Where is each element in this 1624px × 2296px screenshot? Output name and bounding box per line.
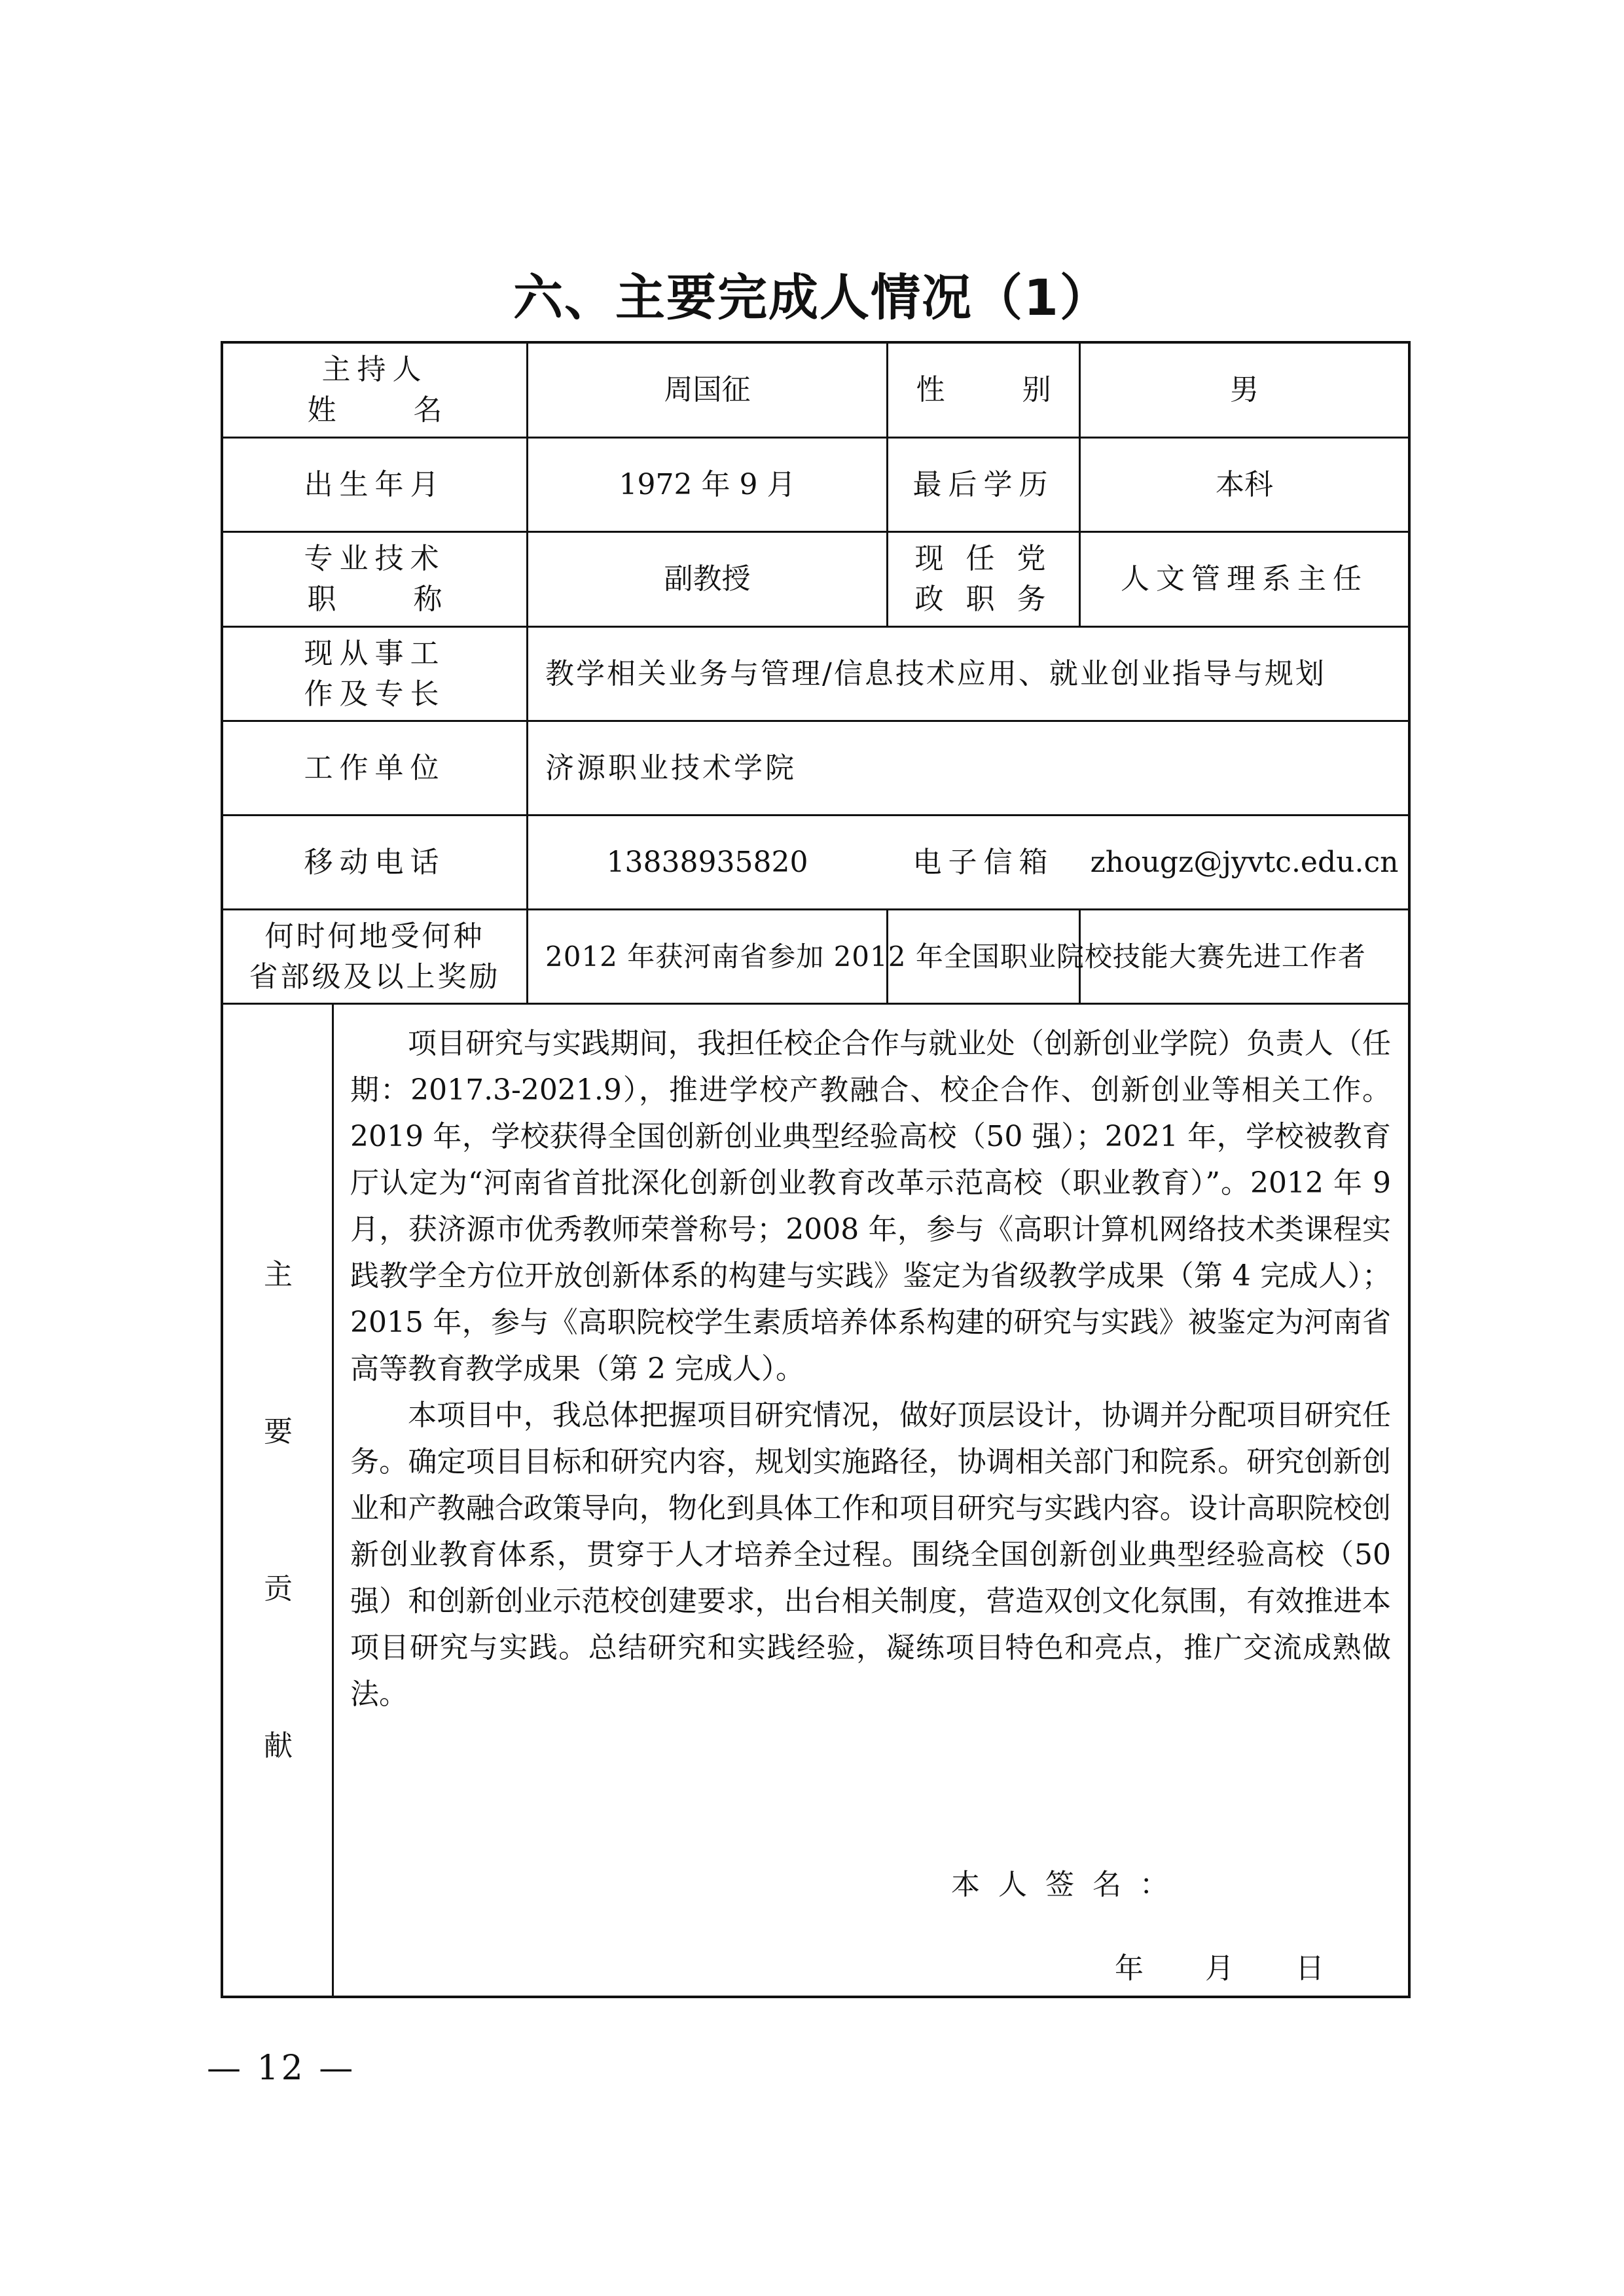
row-divider (223, 1003, 1408, 1005)
host-name-value: 周国征 (664, 373, 751, 406)
education-value: 本科 (1216, 467, 1273, 501)
unit-value: 济源职业技术学院 (545, 751, 797, 785)
unit-label: 工作单位 (304, 751, 446, 785)
signature-label: 本人签名： (951, 1868, 1187, 1901)
host-name-label: 主持人 姓 名 (307, 353, 477, 427)
phone-label: 移动电话 (304, 845, 446, 879)
email-value: zhougz@jyvtc.edu.cn (1090, 845, 1399, 879)
professional-title-value: 副教授 (664, 562, 751, 596)
work-specialty-value: 教学相关业务与管理/信息技术应用、就业创业指导与规划 (545, 656, 1326, 691)
birth-label: 出生年月 (304, 467, 446, 501)
date-label: 年 月 日 (1115, 1952, 1350, 1985)
contribution-paragraph: 本项目中，我总体把握项目研究情况，做好顶层设计，协调并分配项目研究任务。确定项目目标和研究内容，规划实施路径，协调相关部门和院系。研究创新创业和产教融合政策导向，物化到具体工作和项目研究与实践内容。设计高职院校创新创业教育体系，贯穿于人才培养全过程。围绕全国创新创业典型经验高校（50 强）和创新创业示范校创建要求，出台相关制度，营造双创文化氛围，有效推进本项目研究与实践。总结研究和实践经验，凝练项目特色和亮点，推广交流成熟做法。 (350, 1399, 1391, 1711)
contribution-text (350, 1020, 1391, 1717)
contribution-paragraph: 项目研究与实践期间，我担任校企合作与就业处（创新创业学院）负责人（任期：2017.3-2021.9），推进学校产教融合、校企合作、创新创业等相关工作。2019 年，学校获得全国创新创业典型经验高校（50 强）；2021 年，学校被教育厅认定为“河南省首批深化创新创业教育改革示范高校（职业教育）”。2012 年 9 月，获济源市优秀教师荣誉称号；2008 年，参与《高职计算机网络技术类课程实践教学全方位开放创新体系的构建与实践》鉴定为省级教学成果（第 4 完成人）；2015 年，参与《高职院校学生素质培养体系构建的研究与实践》被鉴定为河南省高等教育教学成果（第 2 完成人）。 (350, 1027, 1391, 1386)
phone-value: 13838935820 (606, 845, 808, 879)
award-label: 何时何地受何种 省部级及以上奖励 (249, 919, 501, 994)
party-post-value: 人文管理系主任 (1121, 562, 1368, 596)
award-value: 2012 年获河南省参加 2012 年全国职业院校技能大赛先进工作者 (545, 940, 1366, 973)
birth-value: 1972 年 9 月 (619, 467, 796, 501)
work-specialty-label: 现从事工 作及专长 (304, 636, 446, 711)
page-number: — 12 — (207, 2049, 356, 2088)
personnel-form (221, 341, 1411, 1998)
email-label: 电子信箱 (912, 845, 1055, 879)
professional-title-label: 专业技术 职 称 (304, 542, 477, 616)
gender-label: 性 别 (916, 373, 1085, 406)
page-title: 六、主要完成人情况（1） (513, 268, 1111, 327)
party-post-label: 现 任 党 政 职 务 (914, 542, 1053, 616)
education-label: 最后学历 (912, 467, 1055, 501)
contribution-label: 主 要 贡 献 (264, 1258, 293, 1763)
gender-value: 男 (1230, 373, 1259, 406)
